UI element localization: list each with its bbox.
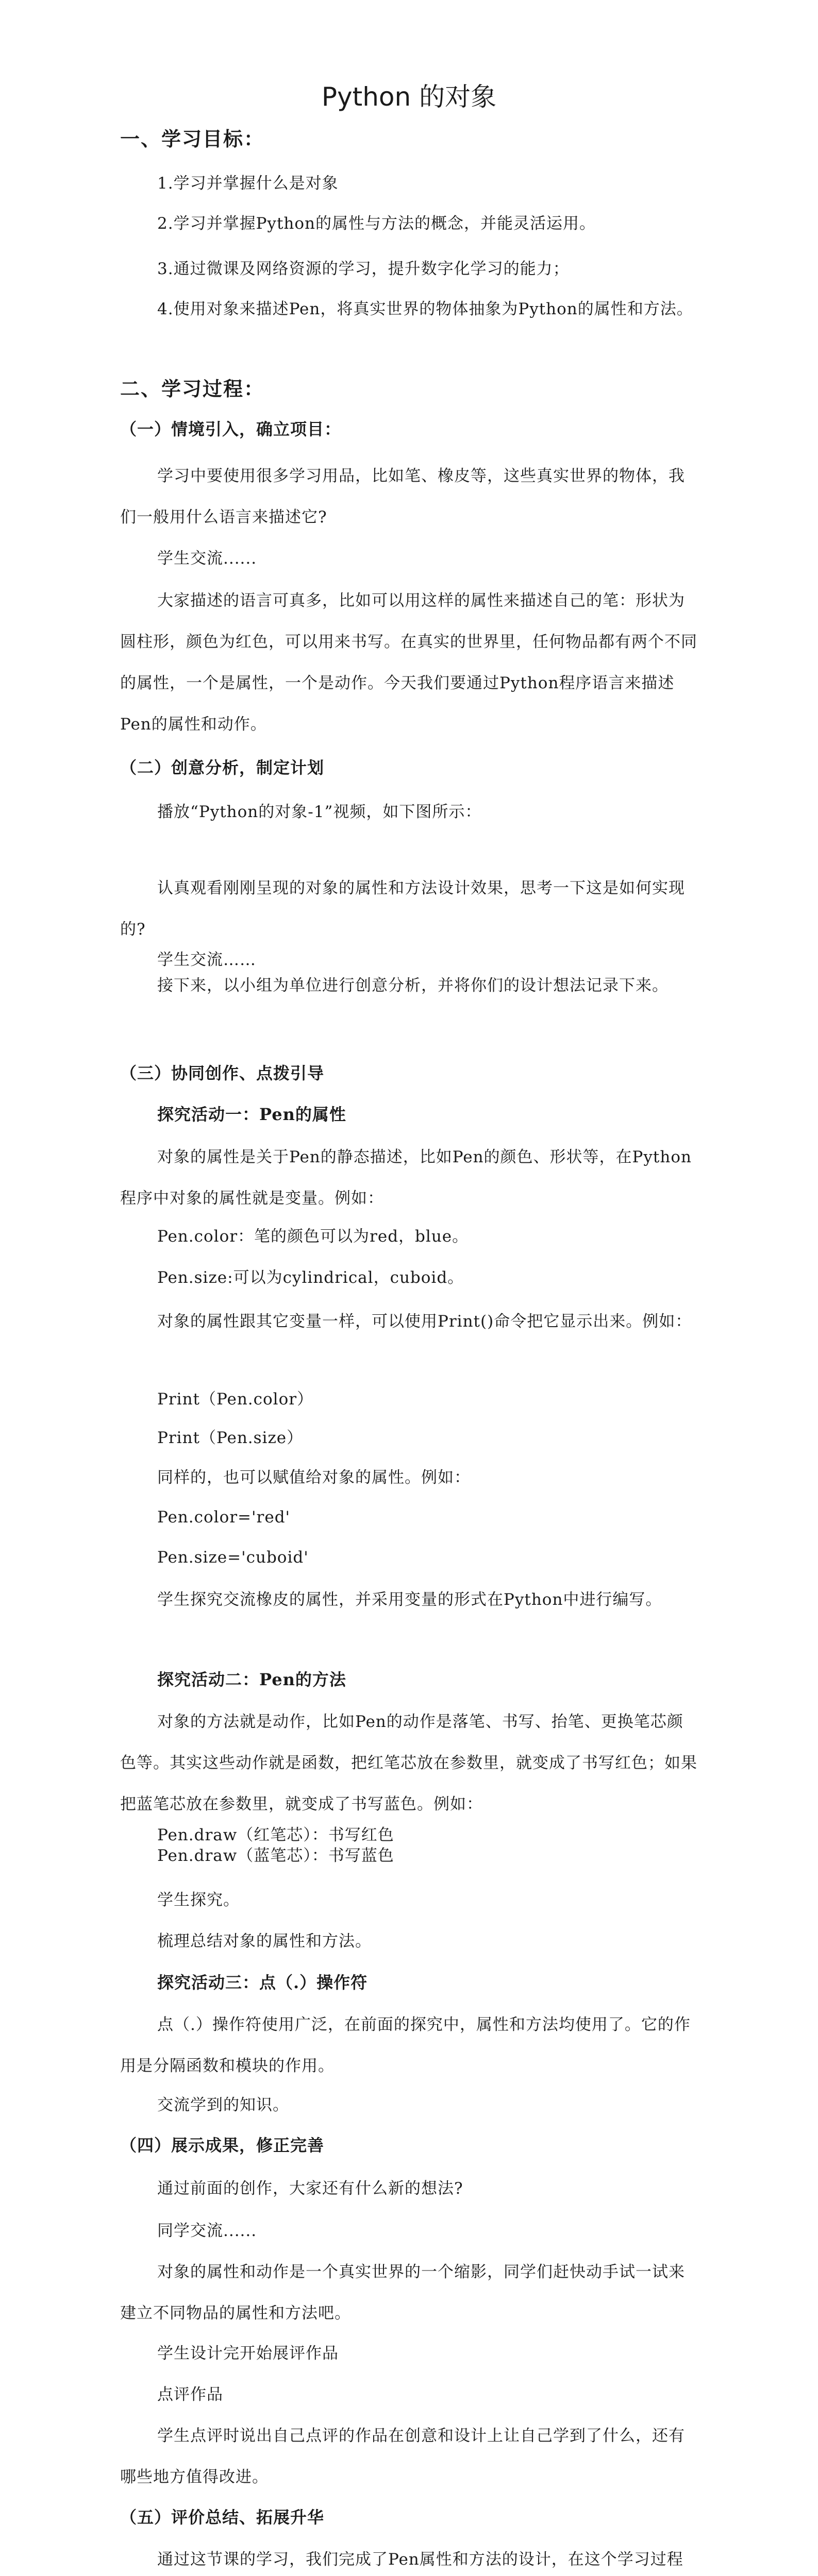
code-line: Pen.color：笔的颜色可以为red，blue。 <box>157 1227 469 1246</box>
subsection-heading: （四）展示成果，修正完善 <box>120 2136 325 2155</box>
section-heading-goals: 一、学习目标： <box>120 128 265 150</box>
goal-item: 4.使用对象来描述Pen，将真实世界的物体抽象为Python的属性和方法。 <box>157 300 693 318</box>
paragraph: 交流学到的知识。 <box>157 2096 289 2114</box>
paragraph: 对象的属性是关于Pen的静态描述，比如Pen的颜色、形状等，在Python程序中对象的属性就是变量。例如： <box>120 1148 692 1208</box>
paragraph: 梳理总结对象的属性和方法。 <box>157 1932 372 1951</box>
code-line: Pen.color='red' <box>157 1508 291 1527</box>
paragraph: 对象的属性和动作是一个真实世界的一个缩影，同学们赶快动手试一试来建立不同物品的属性和方法吧。 <box>120 2263 685 2323</box>
paragraph: 认真观看刚刚呈现的对象的属性和方法设计效果，思考一下这是如何实现的? <box>120 879 685 939</box>
activity-heading: 探究活动一：Pen的属性 <box>157 1105 346 1124</box>
paragraph: 学生交流...... <box>157 549 257 568</box>
paragraph: 同学交流...... <box>157 2222 257 2240</box>
activity-heading: 探究活动二：Pen的方法 <box>157 1670 346 1689</box>
section-heading-process: 二、学习过程： <box>120 378 265 400</box>
paragraph: 学习中要使用很多学习用品，比如笔、橡皮等，这些真实世界的物体，我们一般用什么语言来描述它? <box>120 467 685 527</box>
paragraph: 学生点评时说出自己点评的作品在创意和设计上让自己学到了什么，还有哪些地方值得改进。 <box>120 2427 685 2486</box>
code-line: Pen.draw（蓝笔芯）：书写蓝色 <box>157 1846 394 1865</box>
subsection-heading: （三）协同创作、点拨引导 <box>120 1063 325 1083</box>
document-title: Python 的对象 <box>321 82 497 112</box>
code-line: Pen.draw（红笔芯）：书写红色 <box>157 1826 394 1844</box>
subsection-heading: （二）创意分析，制定计划 <box>120 758 325 777</box>
code-line: Pen.size:可以为cylindrical，cuboid。 <box>157 1268 464 1287</box>
code-line: Print（Pen.size） <box>157 1429 304 1447</box>
paragraph: 通过这节课的学习，我们完成了Pen属性和方法的设计，在这个学习过程 <box>157 2550 683 2569</box>
activity-heading: 探究活动三：点（.）操作符 <box>157 1973 368 1992</box>
code-line: Pen.size='cuboid' <box>157 1548 309 1567</box>
paragraph: 学生设计完开始展评作品 <box>157 2344 339 2363</box>
goal-item: 1.学习并掌握什么是对象 <box>157 174 339 193</box>
paragraph: 通过前面的创作，大家还有什么新的想法? <box>157 2179 463 2198</box>
paragraph: 接下来，以小组为单位进行创意分析，并将你们的设计想法记录下来。 <box>157 976 669 995</box>
paragraph: 对象的属性跟其它变量一样，可以使用Print()命令把它显示出来。例如： <box>157 1312 692 1331</box>
paragraph: 学生探究。 <box>157 1891 240 1909</box>
paragraph: 同样的，也可以赋值给对象的属性。例如： <box>157 1468 471 1487</box>
paragraph: 学生探究交流橡皮的属性，并采用变量的形式在Python中进行编写。 <box>157 1590 662 1609</box>
paragraph: 点评作品 <box>157 2385 223 2404</box>
paragraph: 点（.）操作符使用广泛，在前面的探究中，属性和方法均使用了。它的作用是分隔函数和模块的作用。 <box>120 2015 691 2075</box>
subsection-heading: （一）情境引入，确立项目： <box>120 419 342 439</box>
paragraph: 播放“Python的对象-1”视频，如下图所示： <box>157 803 482 821</box>
code-line: Print（Pen.color） <box>157 1390 314 1409</box>
goal-item: 3.通过微课及网络资源的学习，提升数字化学习的能力； <box>157 260 570 278</box>
paragraph: 对象的方法就是动作，比如Pen的动作是落笔、书写、抬笔、更换笔芯颜色等。其实这些动作就是函数，把红笔芯放在参数里，就变成了书写红色；如果把蓝笔芯放在参数里，就变成了书写蓝色。例如： <box>120 1713 697 1814</box>
paragraph: 大家描述的语言可真多，比如可以用这样的属性来描述自己的笔：形状为圆柱形，颜色为红色，可以用来书写。在真实的世界里，任何物品都有两个不同的属性，一个是属性，一个是动作。今天我们要通过Python程序语言来描述Pen的属性和动作。 <box>120 591 697 734</box>
goal-item: 2.学习并掌握Python的属性与方法的概念，并能灵活运用。 <box>157 214 596 233</box>
subsection-heading: （五）评价总结、拓展升华 <box>120 2507 325 2527</box>
paragraph: 学生交流…… <box>157 951 256 969</box>
